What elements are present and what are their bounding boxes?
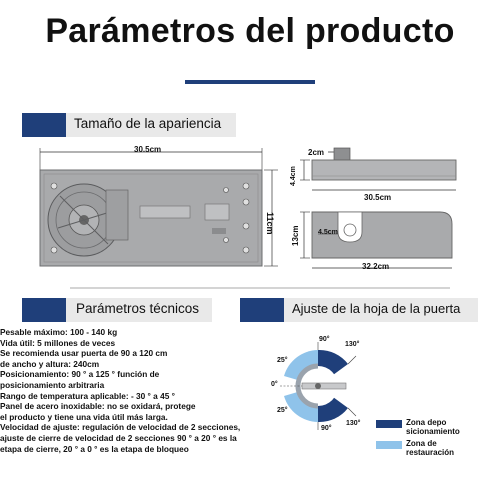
door-adjust-section-header: [240, 298, 478, 322]
angle-label-left-25-top: 25°: [277, 357, 288, 364]
appearance-heading: Tamaño de la apariencia: [74, 116, 222, 131]
section-accent-tab: [22, 113, 66, 137]
appearance-section-header: [22, 113, 236, 137]
dim-label-plate-height: 13cm: [291, 225, 300, 246]
spec-line: posicionamiento arbitraria: [0, 379, 105, 390]
angle-label-top-130: 130°: [345, 341, 360, 348]
dim-label-top-length: 30.5cm: [134, 145, 162, 154]
angle-label-bottom-90: 90°: [321, 425, 332, 432]
angle-label-top-90: 90°: [319, 336, 330, 343]
door-arm: [302, 383, 346, 389]
cover-plate-view: [300, 212, 452, 268]
technical-spec-list: [0, 327, 280, 454]
section-accent-tab: [240, 298, 284, 322]
spec-line: Se recomienda usar puerta de 90 a 120 cm: [0, 348, 168, 359]
dim-label-height-main: 11cm: [265, 212, 275, 235]
dim-label-plate-inner: 4.5cm: [318, 229, 338, 236]
dim-label-side-height: 4.4cm: [290, 166, 297, 186]
legend-positioning-label: Zona depo sicionamiento: [406, 418, 460, 436]
spec-line: Posicionamiento: 90 ° a 125 ° función de: [0, 369, 160, 380]
spec-line: Pesable máximo: 100 - 140 kg: [0, 327, 118, 337]
spec-line: Vida útil: 5 millones de veces: [0, 337, 116, 348]
spec-line: etapa de cierre, 20 ° a 0 ° es la etapa de bloqueo: [0, 443, 189, 454]
spec-line: Rango de temperatura aplicable: - 30 ° a 45 °: [0, 390, 175, 401]
page-title: Parámetros del producto: [45, 12, 455, 50]
angle-label-bottom-130: 130°: [346, 420, 361, 427]
technical-section-header: [22, 298, 212, 322]
spec-line: Panel de acero inoxidable: no se oxidará, protege: [0, 401, 196, 412]
section-accent-tab: [22, 298, 66, 322]
closer-top-view: [40, 170, 262, 266]
legend-restoration-label: Zona de restauración: [406, 439, 455, 457]
angle-label-zero: 0°: [271, 381, 278, 388]
door-angle-diagram: [270, 336, 390, 436]
angle-label-left-25-bottom: 25°: [277, 407, 288, 414]
legend-swatch-positioning: [376, 420, 402, 428]
spec-line: el producto y tiene una vida útil más larga.: [0, 411, 168, 422]
dim-label-plate-length: 32.2cm: [362, 262, 390, 271]
spec-line: Velocidad de ajuste: regulación de velocidad de 2 secciones,: [0, 422, 241, 433]
technical-heading: Parámetros técnicos: [76, 301, 200, 316]
dim-label-side-length: 30.5cm: [364, 193, 392, 202]
spec-line: ajuste de cierre de velocidad de 2 secciones 90 ° a 20 ° es la: [0, 432, 237, 443]
spec-line: de ancho y altura: 240cm: [0, 358, 100, 369]
title-underline: [185, 80, 315, 84]
door-adjust-heading: Ajuste de la hoja de la puerta: [292, 301, 461, 316]
legend-swatch-restoration: [376, 441, 402, 449]
appearance-drawing: [0, 140, 500, 300]
dim-label-side-top: 2cm: [308, 148, 325, 157]
